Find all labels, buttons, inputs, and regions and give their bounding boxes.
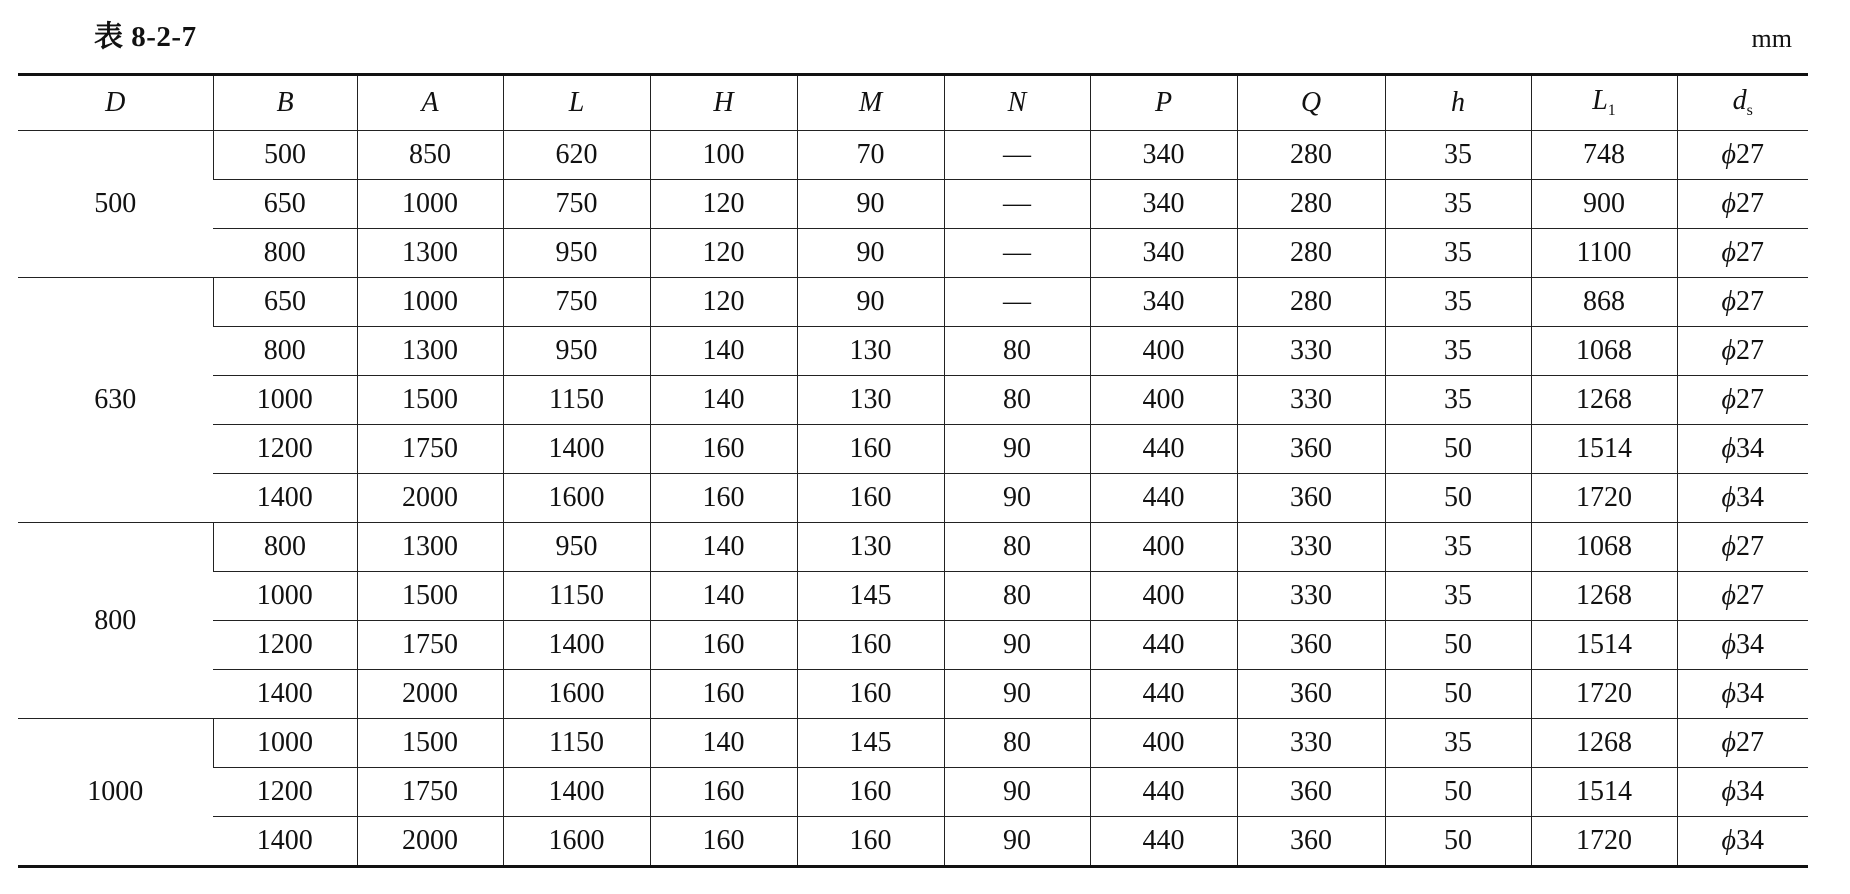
table-cell: 90 (944, 670, 1090, 719)
table-cell: 1750 (357, 768, 503, 817)
table-cell: 800 (213, 327, 357, 376)
d-group-cell: 500 (18, 131, 213, 278)
column-header-label: N (1007, 87, 1027, 118)
table-cell: 950 (503, 523, 650, 572)
table-cell: 35 (1385, 376, 1531, 425)
table-cell: 1268 (1531, 719, 1677, 768)
table-cell: 120 (650, 180, 797, 229)
column-header-subscript: s (1746, 102, 1753, 119)
table-cell: 1500 (357, 719, 503, 768)
table-cell: 2000 (357, 817, 503, 867)
table-cell: 1200 (213, 621, 357, 670)
table-cell: 90 (797, 180, 944, 229)
column-header-label: Q (1300, 87, 1322, 118)
table-cell: 800 (213, 229, 357, 278)
phi-symbol: ϕ (1721, 482, 1736, 513)
column-header-label: H (713, 87, 734, 118)
table-cell: 1500 (357, 376, 503, 425)
table-cell: 160 (797, 425, 944, 474)
table-cell: 35 (1385, 327, 1531, 376)
table-cell: 440 (1090, 474, 1237, 523)
table-cell: 500 (213, 131, 357, 180)
table-body (18, 131, 1808, 867)
table-cell: 160 (797, 474, 944, 523)
table-cell: 50 (1385, 621, 1531, 670)
table-cell: 1000 (357, 278, 503, 327)
table-cell: 400 (1090, 719, 1237, 768)
unit-label: mm (1751, 24, 1792, 53)
table-cell: 280 (1237, 180, 1385, 229)
table-row (18, 768, 1808, 817)
table-row (18, 719, 1808, 768)
table-cell: — (944, 131, 1090, 180)
table-cell (1677, 572, 1808, 621)
table-cell: 80 (944, 719, 1090, 768)
table-cell: 1750 (357, 621, 503, 670)
table-cell: 35 (1385, 719, 1531, 768)
table-cell: 340 (1090, 229, 1237, 278)
table-cell: 1600 (503, 817, 650, 867)
table-cell: — (944, 180, 1090, 229)
table-cell (1677, 523, 1808, 572)
table-cell: 1000 (213, 719, 357, 768)
table-cell: 1400 (503, 621, 650, 670)
column-header (357, 75, 503, 131)
table-cell: 440 (1090, 621, 1237, 670)
table-cell (1677, 376, 1808, 425)
table-cell: 360 (1237, 817, 1385, 867)
table-cell: 950 (503, 229, 650, 278)
diameter-value: 27 (1736, 580, 1764, 611)
table-cell: 1400 (213, 474, 357, 523)
table-cell: 280 (1237, 278, 1385, 327)
phi-symbol: ϕ (1721, 629, 1736, 660)
phi-symbol: ϕ (1721, 531, 1736, 562)
table-cell: — (944, 278, 1090, 327)
table-cell: 1200 (213, 425, 357, 474)
table-cell: 50 (1385, 425, 1531, 474)
table-cell: 1268 (1531, 572, 1677, 621)
table-cell (1677, 817, 1808, 867)
table-cell: 50 (1385, 817, 1531, 867)
table-cell (1677, 621, 1808, 670)
column-header (944, 75, 1090, 131)
table-row (18, 229, 1808, 278)
table-cell: 160 (797, 768, 944, 817)
table-row (18, 523, 1808, 572)
table-cell: 90 (944, 474, 1090, 523)
table-cell: 1514 (1531, 425, 1677, 474)
phi-symbol: ϕ (1721, 384, 1736, 415)
column-header-label: D (105, 87, 126, 118)
table-cell: 1068 (1531, 327, 1677, 376)
table-row (18, 131, 1808, 180)
table-cell: 160 (650, 474, 797, 523)
table-cell (1677, 670, 1808, 719)
column-header (1385, 75, 1531, 131)
table-cell: 160 (650, 768, 797, 817)
diameter-value: 34 (1736, 433, 1764, 464)
table-cell: 1400 (503, 425, 650, 474)
diameter-value: 34 (1736, 825, 1764, 856)
table-cell: 400 (1090, 523, 1237, 572)
table-cell: 145 (797, 572, 944, 621)
table-row (18, 670, 1808, 719)
column-header-label: d (1732, 85, 1747, 116)
table-cell (1677, 474, 1808, 523)
column-header (797, 75, 944, 131)
column-header (1677, 75, 1808, 131)
table-cell: 360 (1237, 670, 1385, 719)
diameter-value: 27 (1736, 286, 1764, 317)
table-cell (1677, 278, 1808, 327)
column-header (650, 75, 797, 131)
table-row (18, 817, 1808, 867)
diameter-value: 34 (1736, 776, 1764, 807)
phi-symbol: ϕ (1721, 825, 1736, 856)
phi-symbol: ϕ (1721, 433, 1736, 464)
phi-symbol: ϕ (1721, 678, 1736, 709)
table-cell: 1100 (1531, 229, 1677, 278)
table-cell: 50 (1385, 768, 1531, 817)
table-header-area (18, 0, 1808, 74)
table-cell: 35 (1385, 523, 1531, 572)
diameter-value: 27 (1736, 237, 1764, 268)
table-cell: 140 (650, 572, 797, 621)
table-cell: 2000 (357, 474, 503, 523)
table-cell: 850 (357, 131, 503, 180)
table-cell: 160 (650, 621, 797, 670)
table-cell: 750 (503, 180, 650, 229)
table-row (18, 327, 1808, 376)
table-cell: 130 (797, 523, 944, 572)
table-cell: 130 (797, 376, 944, 425)
d-group-cell: 630 (18, 278, 213, 523)
table-cell (1677, 229, 1808, 278)
table-cell: 900 (1531, 180, 1677, 229)
table-cell: 35 (1385, 572, 1531, 621)
table-cell: 280 (1237, 131, 1385, 180)
table-row (18, 621, 1808, 670)
table-cell: 2000 (357, 670, 503, 719)
table-cell: 100 (650, 131, 797, 180)
table-cell: 330 (1237, 719, 1385, 768)
table-cell: 330 (1237, 523, 1385, 572)
table-cell: 440 (1090, 817, 1237, 867)
table-cell: 160 (797, 817, 944, 867)
table-cell: 1068 (1531, 523, 1677, 572)
table-cell (1677, 425, 1808, 474)
table-row (18, 572, 1808, 621)
table-cell: 340 (1090, 278, 1237, 327)
column-header-label: P (1154, 87, 1173, 118)
table-cell: 160 (797, 621, 944, 670)
table-cell: 120 (650, 278, 797, 327)
table-cell: 1720 (1531, 670, 1677, 719)
table-cell: 340 (1090, 131, 1237, 180)
table-cell: 400 (1090, 376, 1237, 425)
table-cell: 35 (1385, 131, 1531, 180)
table-cell: 1000 (213, 376, 357, 425)
table-cell: 120 (650, 229, 797, 278)
table-cell: 140 (650, 523, 797, 572)
diameter-value: 34 (1736, 482, 1764, 513)
diameter-value: 27 (1736, 531, 1764, 562)
phi-symbol: ϕ (1721, 237, 1736, 268)
table-cell: 140 (650, 327, 797, 376)
table-cell: 1720 (1531, 817, 1677, 867)
table-cell: 1268 (1531, 376, 1677, 425)
table-cell: 90 (797, 229, 944, 278)
table-cell: 160 (650, 670, 797, 719)
table-cell (1677, 131, 1808, 180)
table-row (18, 425, 1808, 474)
table-cell: 130 (797, 327, 944, 376)
table-cell: 280 (1237, 229, 1385, 278)
table-cell: 750 (503, 278, 650, 327)
diameter-value: 27 (1736, 188, 1764, 219)
table-cell: 145 (797, 719, 944, 768)
table-cell: 90 (797, 278, 944, 327)
table-cell: — (944, 229, 1090, 278)
phi-symbol: ϕ (1721, 286, 1736, 317)
table-cell: 950 (503, 327, 650, 376)
column-header (1531, 75, 1677, 131)
table-cell (1677, 768, 1808, 817)
diameter-value: 27 (1736, 727, 1764, 758)
d-group-cell: 800 (18, 523, 213, 719)
table-cell: 35 (1385, 229, 1531, 278)
table-cell (1677, 327, 1808, 376)
table-cell: 1600 (503, 670, 650, 719)
table-cell: 340 (1090, 180, 1237, 229)
dimension-table (18, 73, 1808, 868)
column-header-label: h (1451, 87, 1465, 118)
table-cell: 80 (944, 572, 1090, 621)
table-row (18, 278, 1808, 327)
table-cell: 1720 (1531, 474, 1677, 523)
table-cell: 440 (1090, 425, 1237, 474)
table-cell: 160 (650, 817, 797, 867)
table-cell: 1600 (503, 474, 650, 523)
table-cell: 1300 (357, 523, 503, 572)
table-cell: 90 (944, 817, 1090, 867)
table-cell: 140 (650, 376, 797, 425)
table-cell: 1500 (357, 572, 503, 621)
column-header (1237, 75, 1385, 131)
table-row (18, 474, 1808, 523)
table-cell (1677, 719, 1808, 768)
diameter-value: 27 (1736, 384, 1764, 415)
table-cell: 1300 (357, 327, 503, 376)
table-cell: 1150 (503, 719, 650, 768)
table-cell: 868 (1531, 278, 1677, 327)
column-header-subscript: 1 (1607, 102, 1616, 119)
diameter-value: 27 (1736, 335, 1764, 366)
table-cell: 1400 (213, 670, 357, 719)
table-cell: 1200 (213, 768, 357, 817)
table-cell: 90 (944, 768, 1090, 817)
column-header (18, 75, 213, 131)
table-cell: 50 (1385, 474, 1531, 523)
table-cell: 330 (1237, 327, 1385, 376)
table-cell: 1000 (357, 180, 503, 229)
phi-symbol: ϕ (1721, 335, 1736, 366)
table-cell: 1514 (1531, 768, 1677, 817)
table-cell: 650 (213, 278, 357, 327)
table-cell: 50 (1385, 670, 1531, 719)
table-cell: 360 (1237, 621, 1385, 670)
table-cell: 90 (944, 425, 1090, 474)
table-title: 表 8-2-7 (94, 21, 197, 53)
table-row (18, 376, 1808, 425)
table-cell: 440 (1090, 768, 1237, 817)
table-cell (1677, 180, 1808, 229)
phi-symbol: ϕ (1721, 188, 1736, 219)
table-cell: 1750 (357, 425, 503, 474)
table-cell: 160 (650, 425, 797, 474)
table-cell: 360 (1237, 425, 1385, 474)
table-cell: 160 (797, 670, 944, 719)
table-cell: 620 (503, 131, 650, 180)
table-cell: 80 (944, 376, 1090, 425)
table-cell: 80 (944, 523, 1090, 572)
phi-symbol: ϕ (1721, 727, 1736, 758)
table-cell: 440 (1090, 670, 1237, 719)
table-cell: 330 (1237, 572, 1385, 621)
table-cell: 360 (1237, 768, 1385, 817)
phi-symbol: ϕ (1721, 776, 1736, 807)
table-cell: 1300 (357, 229, 503, 278)
table-cell: 80 (944, 327, 1090, 376)
diameter-value: 34 (1736, 678, 1764, 709)
table-cell: 70 (797, 131, 944, 180)
column-header-label: B (276, 87, 294, 118)
table-row (18, 180, 1808, 229)
table-cell: 748 (1531, 131, 1677, 180)
diameter-value: 27 (1736, 139, 1764, 170)
table-cell: 1150 (503, 572, 650, 621)
table-cell: 90 (944, 621, 1090, 670)
phi-symbol: ϕ (1721, 139, 1736, 170)
table-cell: 35 (1385, 180, 1531, 229)
table-cell: 360 (1237, 474, 1385, 523)
column-header (1090, 75, 1237, 131)
diameter-value: 34 (1736, 629, 1764, 660)
phi-symbol: ϕ (1721, 580, 1736, 611)
column-header-label: L (1592, 85, 1608, 116)
table-cell: 1000 (213, 572, 357, 621)
table-cell: 800 (213, 523, 357, 572)
header-row (18, 75, 1808, 131)
table-cell: 1400 (503, 768, 650, 817)
column-header-label: M (858, 87, 883, 118)
table-cell: 400 (1090, 572, 1237, 621)
table-cell: 1514 (1531, 621, 1677, 670)
table-cell: 400 (1090, 327, 1237, 376)
d-group-cell: 1000 (18, 719, 213, 867)
table-cell: 1400 (213, 817, 357, 867)
table-cell: 330 (1237, 376, 1385, 425)
table-cell: 650 (213, 180, 357, 229)
table-cell: 140 (650, 719, 797, 768)
column-header-label: L (568, 87, 585, 118)
column-header (213, 75, 357, 131)
table-cell: 35 (1385, 278, 1531, 327)
column-header (503, 75, 650, 131)
column-header-label: A (421, 87, 439, 118)
table-cell: 1150 (503, 376, 650, 425)
